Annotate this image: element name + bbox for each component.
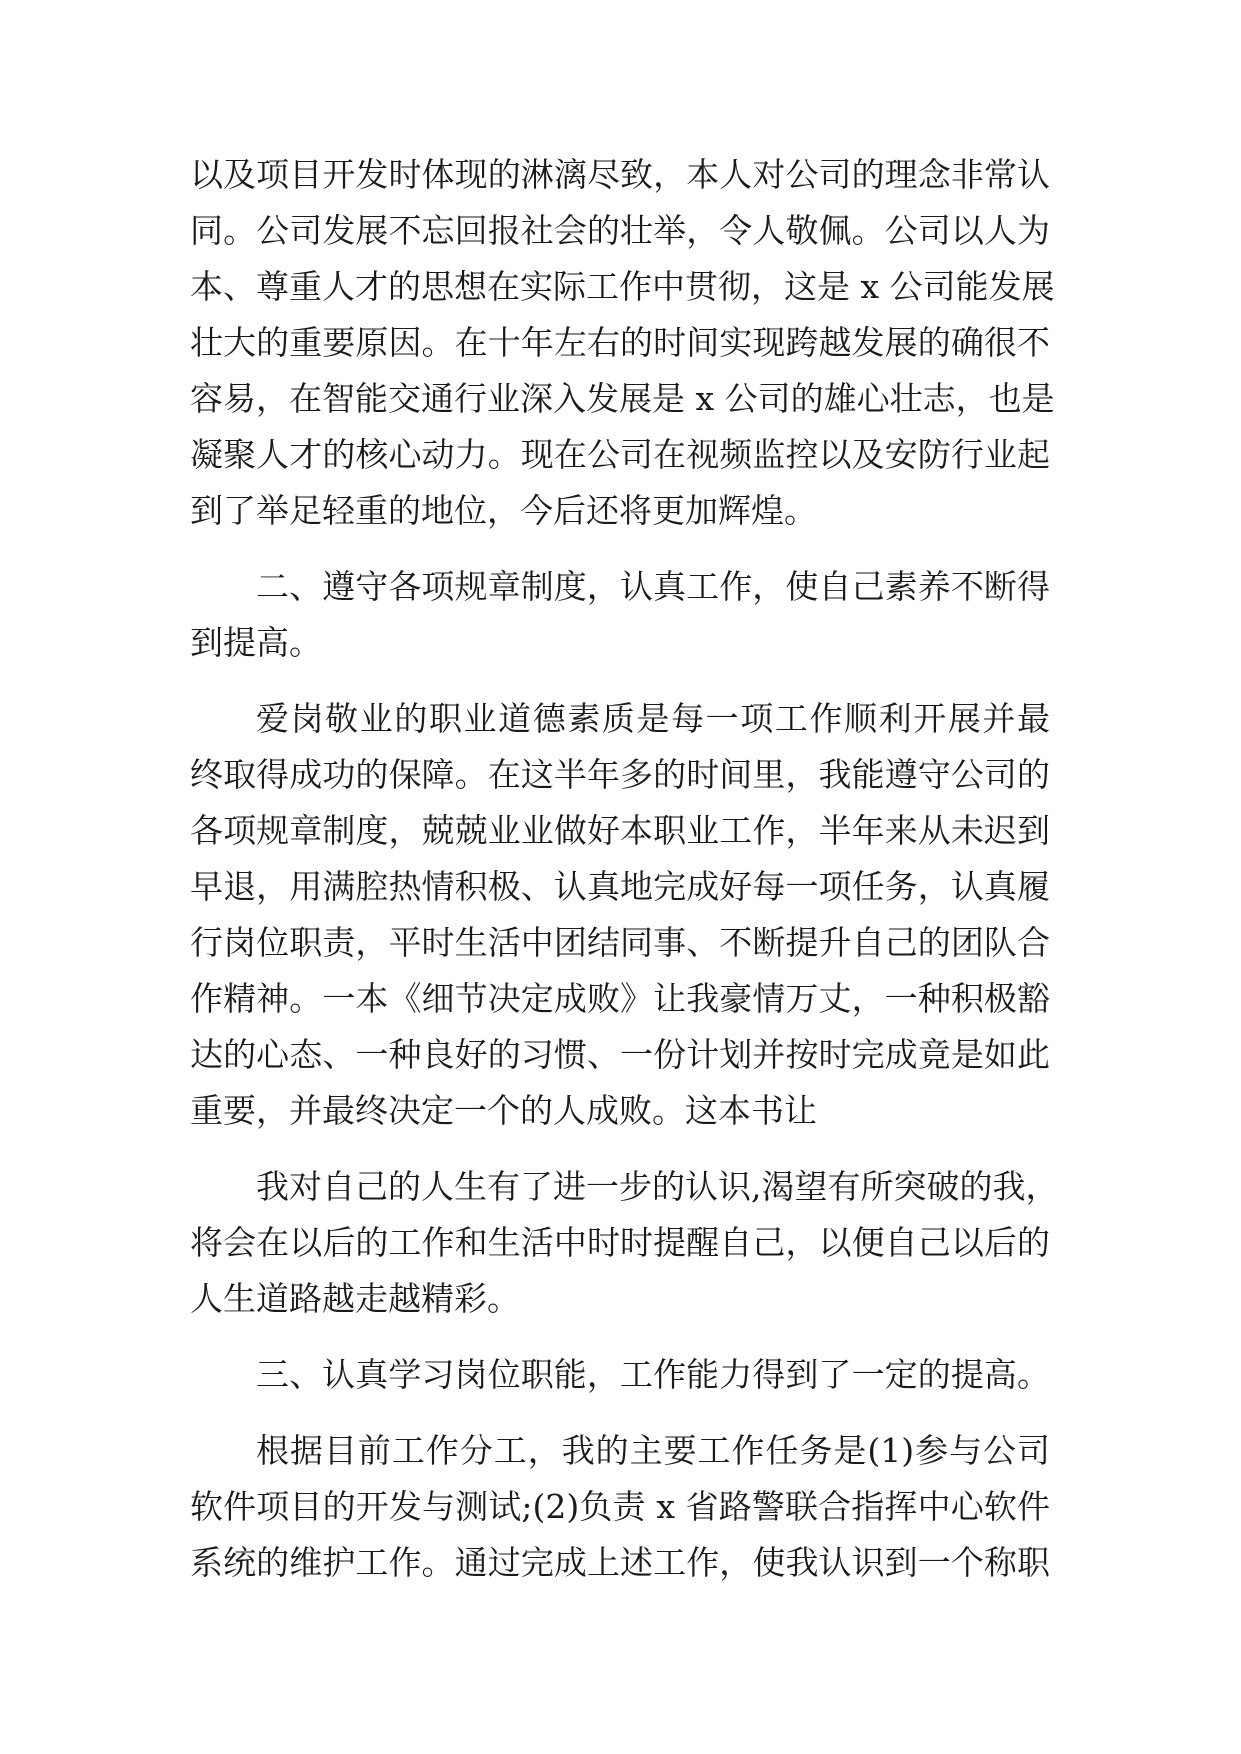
text-line: 我对自己的人生有了进一步的认识,渴望有所突破的我， [256, 1167, 1059, 1206]
section-heading-line: 二、遵守各项规章制度，认真工作，使自己素养不断得 [256, 567, 1050, 606]
text-line: 早退，用满腔热情积极、认真地完成好每一项任务，认真履 [190, 867, 1050, 906]
text-line: 作精神。一本《细节决定成败》让我豪情万丈，一种积极豁 [190, 979, 1050, 1018]
text-line: 各项规章制度，兢兢业业做好本职业工作，半年来从未迟到 [190, 811, 1050, 850]
text-line: 软件项目的开发与测试;(2)负责 x 省路警联合指挥中心软件 [190, 1487, 1050, 1526]
text-line: 壮大的重要原因。在十年左右的时间实现跨越发展的确很不 [190, 323, 1050, 362]
text-line: 以及项目开发时体现的淋漓尽致，本人对公司的理念非常认 [190, 155, 1050, 194]
text-line: 人生道路越走越精彩。 [190, 1279, 520, 1318]
text-line: 根据目前工作分工，我的主要工作任务是(1)参与公司 [256, 1431, 1050, 1470]
text-line: 同。公司发展不忘回报社会的壮举，令人敬佩。公司以人为 [190, 211, 1050, 250]
text-line: 行岗位职责，平时生活中团结同事、不断提升自己的团队合 [190, 923, 1050, 962]
text-line: 系统的维护工作。通过完成上述工作，使我认识到一个称职 [190, 1543, 1050, 1582]
text-line: 将会在以后的工作和生活中时时提醒自己，以便自己以后的 [190, 1223, 1050, 1262]
text-line: 容易，在智能交通行业深入发展是 x 公司的雄心壮志，也是 [190, 379, 1055, 418]
text-line: 凝聚人才的核心动力。现在公司在视频监控以及安防行业起 [190, 435, 1050, 474]
text-line: 本、尊重人才的思想在实际工作中贯彻，这是 x 公司能发展 [190, 267, 1055, 306]
section-heading-line: 三、认真学习岗位职能，工作能力得到了一定的提高。 [256, 1355, 1050, 1394]
text-line: 到了举足轻重的地位，今后还将更加辉煌。 [190, 491, 817, 530]
section-heading-line: 到提高。 [190, 623, 322, 662]
text-line: 爱岗敬业的职业道德素质是每一项工作顺利开展并最 [256, 699, 1050, 738]
text-line: 重要，并最终决定一个的人成败。这本书让 [190, 1091, 817, 1130]
text-line: 达的心态、一种良好的习惯、一份计划并按时完成竟是如此 [190, 1035, 1050, 1074]
text-line: 终取得成功的保障。在这半年多的时间里，我能遵守公司的 [190, 755, 1050, 794]
